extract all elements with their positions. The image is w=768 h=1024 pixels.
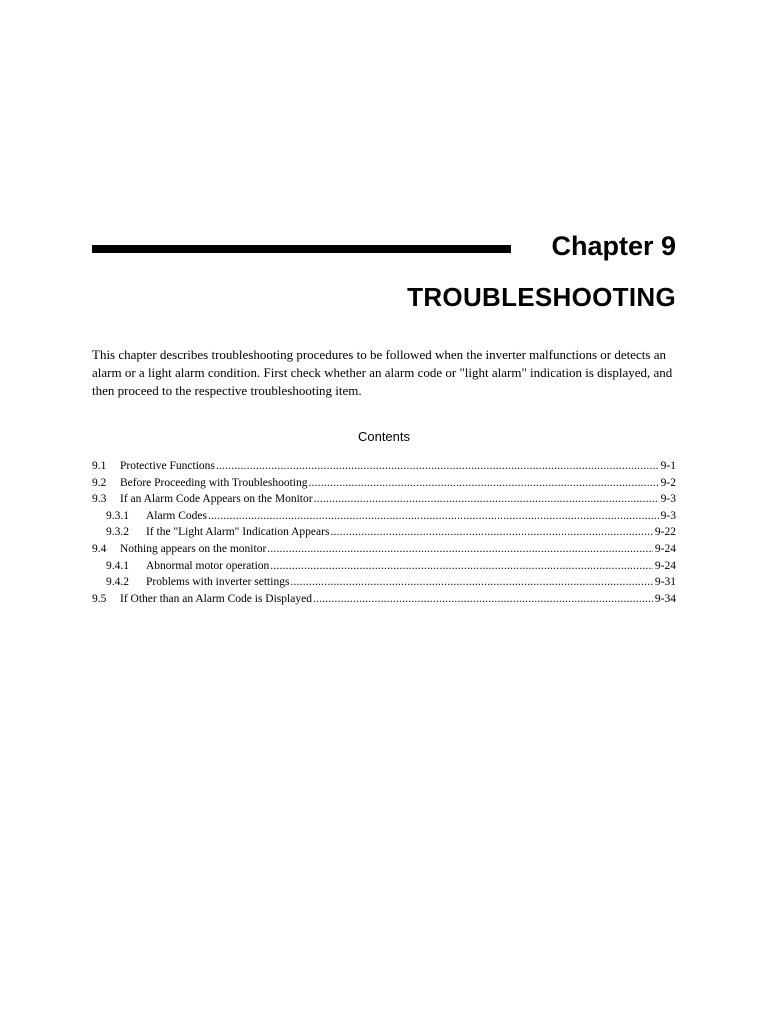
toc-entry[interactable]	[92, 574, 676, 591]
toc-page: 9-24	[654, 542, 676, 555]
toc-entry[interactable]	[92, 475, 676, 492]
toc-leader	[208, 508, 659, 525]
toc-page: 9-1	[660, 460, 676, 472]
toc-number: 9.3	[92, 493, 107, 506]
toc-title: Nothing appears on the monitor	[120, 542, 267, 555]
toc-entry[interactable]	[92, 508, 676, 525]
toc-title: Abnormal motor operation	[146, 559, 270, 572]
toc-leader	[313, 591, 653, 608]
toc-leader	[270, 558, 653, 575]
toc-page: 9-22	[654, 526, 676, 539]
toc-number: 9.3.1	[106, 509, 129, 522]
chapter-title: TROUBLESHOOTING	[407, 282, 676, 312]
toc-page: 9-34	[654, 592, 676, 605]
toc-entry[interactable]	[92, 458, 676, 475]
toc-leader	[216, 458, 659, 475]
toc-leader	[290, 574, 652, 591]
toc-number: 9.4.2	[106, 576, 129, 589]
toc-page: 9-3	[660, 509, 676, 522]
contents-heading: Contents	[357, 429, 411, 444]
toc-title: Protective Functions	[120, 460, 215, 472]
chapter-header	[92, 228, 676, 268]
toc-page: 9-31	[654, 576, 676, 589]
toc-number: 9.5	[92, 592, 107, 605]
toc-number: 9.3.2	[106, 526, 129, 539]
toc-title: If an Alarm Code Appears on the Monitor	[120, 493, 313, 506]
toc-page: 9-2	[660, 476, 676, 489]
toc-title: If Other than an Alarm Code is Displayed	[120, 592, 312, 605]
toc-page: 9-3	[660, 493, 676, 506]
table-of-contents	[92, 458, 676, 607]
toc-leader	[309, 475, 659, 492]
toc-entry[interactable]	[92, 491, 676, 508]
toc-page: 9-24	[654, 559, 676, 572]
chapter-label: Chapter 9	[551, 231, 676, 261]
toc-entry[interactable]	[92, 524, 676, 541]
toc-number: 9.1	[92, 460, 107, 472]
toc-title: If the "Light Alarm" Indication Appears	[146, 526, 330, 539]
toc-title: Alarm Codes	[146, 509, 208, 522]
toc-title: Problems with inverter settings	[146, 576, 290, 589]
toc-number: 9.2	[92, 476, 107, 489]
toc-leader	[330, 524, 652, 541]
toc-entry[interactable]	[92, 591, 676, 608]
toc-number: 9.4.1	[106, 559, 129, 572]
toc-leader	[314, 491, 659, 508]
chapter-rule-bar	[92, 245, 511, 253]
intro-paragraph: This chapter describes troubleshooting procedures to be followed when the inverter malfunctions or detects an alarm or a light alarm condition. First check whether an alarm code or "light alarm" indication is displayed, and then proceed to the respective troubleshooting item.	[92, 347, 673, 398]
toc-number: 9.4	[92, 542, 107, 555]
toc-leader	[267, 541, 653, 558]
toc-entry[interactable]	[92, 558, 676, 575]
toc-title: Before Proceeding with Troubleshooting	[120, 476, 308, 489]
toc-entry[interactable]	[92, 541, 676, 558]
